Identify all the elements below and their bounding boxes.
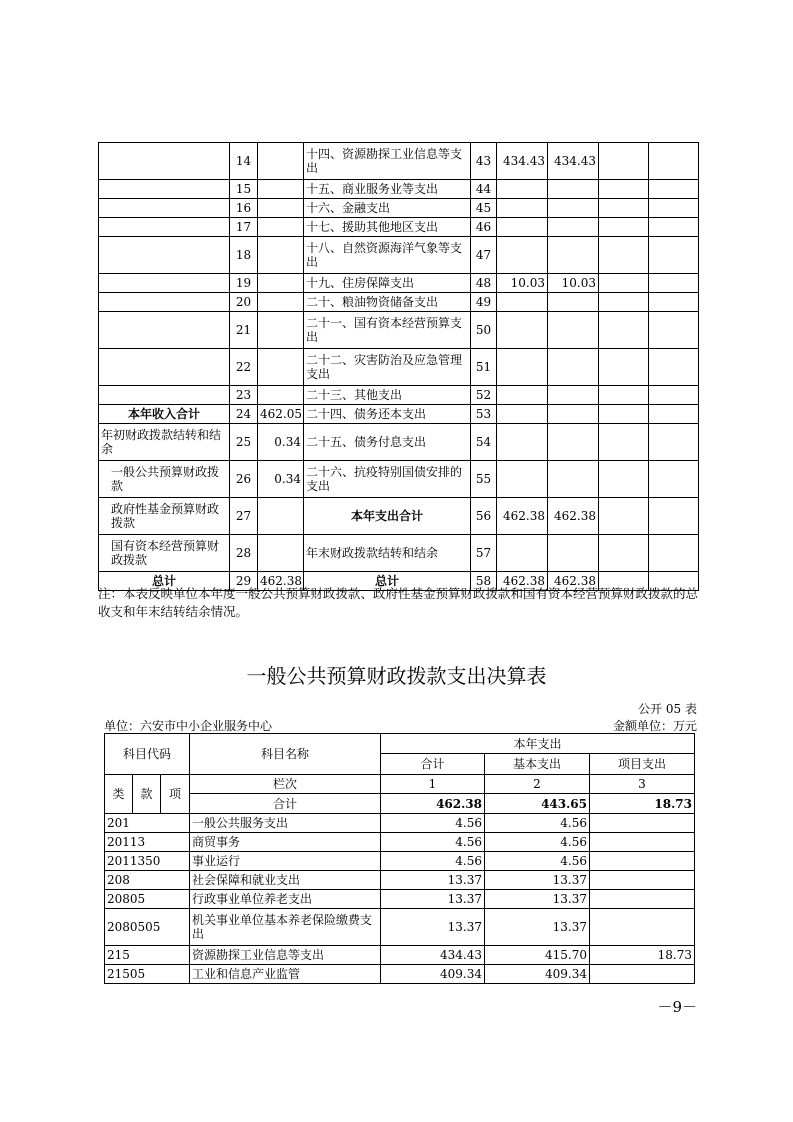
cell-c4: 十六、金融支出 — [304, 199, 471, 218]
cell-c6 — [497, 199, 548, 218]
cell-name: 商贸事务 — [190, 833, 381, 852]
cell-c8 — [599, 424, 649, 461]
cell-c5: 56 — [471, 498, 497, 535]
col-num-1: 1 — [381, 775, 485, 794]
cell-c6 — [497, 535, 548, 572]
cell-c8 — [599, 180, 649, 199]
cell-name: 资源勘探工业信息等支出 — [190, 946, 381, 965]
cell-c7 — [548, 312, 599, 349]
cell-c1 — [99, 218, 230, 237]
table-row — [99, 349, 699, 386]
cell-c8 — [599, 237, 649, 274]
table-row — [99, 199, 699, 218]
table-row — [105, 814, 695, 833]
table-row — [99, 293, 699, 312]
cell-basic: 13.37 — [485, 909, 590, 946]
cell-c9 — [649, 293, 699, 312]
cell-name: 社会保障和就业支出 — [190, 871, 381, 890]
cell-c5: 51 — [471, 349, 497, 386]
cell-c9 — [649, 498, 699, 535]
cell-total: 4.56 — [381, 833, 485, 852]
header-lanci: 栏次 — [190, 775, 381, 794]
cell-c5: 50 — [471, 312, 497, 349]
cell-c9 — [649, 386, 699, 405]
cell-c9 — [649, 218, 699, 237]
cell-code: 215 — [105, 946, 190, 965]
cell-c7 — [548, 535, 599, 572]
cell-c1 — [99, 274, 230, 293]
cell-total: 4.56 — [381, 852, 485, 871]
table-row — [99, 424, 699, 461]
cell-c7 — [548, 237, 599, 274]
page-number: －9－ — [657, 998, 697, 1016]
cell-name: 工业和信息产业监管 — [190, 965, 381, 984]
table-row — [105, 890, 695, 909]
table-row — [105, 833, 695, 852]
cell-c2: 19 — [230, 274, 258, 293]
expense-body — [105, 814, 695, 984]
cell-total: 13.37 — [381, 890, 485, 909]
table-row — [99, 405, 699, 424]
table-row — [99, 218, 699, 237]
sum-basic: 443.65 — [485, 794, 590, 814]
cell-total: 434.43 — [381, 946, 485, 965]
cell-c3 — [258, 293, 304, 312]
cell-project — [590, 890, 695, 909]
sum-label: 合计 — [190, 794, 381, 814]
cell-c7 — [548, 349, 599, 386]
cell-c5: 52 — [471, 386, 497, 405]
cell-c1 — [99, 386, 230, 405]
cell-c1 — [99, 293, 230, 312]
table-note: 注：本表反映单位本年度一般公共预算财政拨款、政府性基金预算财政拨款和国有资本经营预算财政拨款的总收支和年末结转结余情况。 — [98, 586, 699, 619]
cell-basic: 4.56 — [485, 833, 590, 852]
cell-c6 — [497, 293, 548, 312]
sum-project: 18.73 — [590, 794, 695, 814]
cell-c2: 14 — [230, 143, 258, 180]
cell-c5: 57 — [471, 535, 497, 572]
table-row — [99, 180, 699, 199]
cell-c8 — [599, 498, 649, 535]
header-year-expense: 本年支出 — [381, 734, 695, 754]
header-project: 项目支出 — [590, 754, 695, 775]
table-row — [99, 274, 699, 293]
cell-c6 — [497, 405, 548, 424]
cell-c2: 21 — [230, 312, 258, 349]
cell-c8 — [599, 199, 649, 218]
cell-c6 — [497, 386, 548, 405]
header-xiang: 项 — [161, 775, 190, 814]
cell-c4: 总计 — [304, 572, 471, 591]
cell-c5: 53 — [471, 405, 497, 424]
cell-project — [590, 909, 695, 946]
table-row — [99, 535, 699, 572]
cell-c9 — [649, 424, 699, 461]
cell-c1: 总计 — [99, 572, 230, 591]
cell-c2: 18 — [230, 237, 258, 274]
cell-project — [590, 965, 695, 984]
table-row — [99, 386, 699, 405]
cell-c3 — [258, 349, 304, 386]
cell-c2: 27 — [230, 498, 258, 535]
cell-c4: 本年支出合计 — [304, 498, 471, 535]
cell-c1 — [99, 237, 230, 274]
cell-total: 4.56 — [381, 814, 485, 833]
table-row — [105, 909, 695, 946]
cell-total: 13.37 — [381, 871, 485, 890]
cell-c7 — [548, 461, 599, 498]
cell-c8 — [599, 274, 649, 293]
cell-c4: 年末财政拨款结转和结余 — [304, 535, 471, 572]
cell-c4: 十八、自然资源海洋气象等支出 — [304, 237, 471, 274]
cell-basic: 409.34 — [485, 965, 590, 984]
cell-c4: 十七、援助其他地区支出 — [304, 218, 471, 237]
col-num-2: 2 — [485, 775, 590, 794]
cell-c8 — [599, 143, 649, 180]
cell-c7 — [548, 405, 599, 424]
cell-c8 — [599, 386, 649, 405]
cell-c8 — [599, 405, 649, 424]
cell-c6 — [497, 218, 548, 237]
cell-total: 13.37 — [381, 909, 485, 946]
cell-c1: 政府性基金预算财政拨款 — [99, 498, 230, 535]
cell-total: 409.34 — [381, 965, 485, 984]
cell-c4: 二十一、国有资本经营预算支出 — [304, 312, 471, 349]
cell-c3 — [258, 498, 304, 535]
cell-c1 — [99, 199, 230, 218]
cell-c5: 47 — [471, 237, 497, 274]
header-lei: 类 — [105, 775, 133, 814]
cell-c6: 462.38 — [497, 498, 548, 535]
cell-c6 — [497, 237, 548, 274]
cell-c3: 462.38 — [258, 572, 304, 591]
cell-c2: 22 — [230, 349, 258, 386]
table-row — [105, 946, 695, 965]
cell-c8 — [599, 461, 649, 498]
cell-c2: 26 — [230, 461, 258, 498]
cell-c1 — [99, 312, 230, 349]
expense-table — [104, 733, 695, 984]
table-row — [105, 965, 695, 984]
cell-c3: 0.34 — [258, 461, 304, 498]
cell-c6: 462.38 — [497, 572, 548, 591]
header-code: 科目代码 — [105, 734, 190, 775]
cell-c2: 29 — [230, 572, 258, 591]
cell-code: 20805 — [105, 890, 190, 909]
cell-c4: 二十三、其他支出 — [304, 386, 471, 405]
cell-c8 — [599, 349, 649, 386]
cell-code: 2011350 — [105, 852, 190, 871]
cell-c4: 十五、商业服务业等支出 — [304, 180, 471, 199]
cell-name: 事业运行 — [190, 852, 381, 871]
cell-c4: 二十五、债务付息支出 — [304, 424, 471, 461]
cell-c5: 48 — [471, 274, 497, 293]
cell-code: 201 — [105, 814, 190, 833]
cell-c6 — [497, 424, 548, 461]
cell-c9 — [649, 349, 699, 386]
cell-c1 — [99, 180, 230, 199]
cell-c4: 十四、资源勘探工业信息等支出 — [304, 143, 471, 180]
cell-c9 — [649, 461, 699, 498]
cell-c9 — [649, 312, 699, 349]
table-row — [105, 871, 695, 890]
cell-c7: 462.38 — [548, 572, 599, 591]
cell-c3 — [258, 535, 304, 572]
cell-c4: 二十六、抗疫特别国债安排的支出 — [304, 461, 471, 498]
cell-c3 — [258, 199, 304, 218]
header-kuan: 款 — [133, 775, 161, 814]
cell-c7 — [548, 386, 599, 405]
cell-c7 — [548, 218, 599, 237]
cell-c6 — [497, 461, 548, 498]
cell-code: 21505 — [105, 965, 190, 984]
cell-code: 20113 — [105, 833, 190, 852]
table-row — [99, 312, 699, 349]
cell-c2: 20 — [230, 293, 258, 312]
table-code: 公开 05 表 — [638, 702, 697, 716]
cell-c3 — [258, 386, 304, 405]
cell-c9 — [649, 535, 699, 572]
cell-c4: 二十、粮油物资储备支出 — [304, 293, 471, 312]
cell-c9 — [649, 143, 699, 180]
cell-c6 — [497, 349, 548, 386]
cell-code: 2080505 — [105, 909, 190, 946]
cell-c8 — [599, 535, 649, 572]
cell-basic: 4.56 — [485, 814, 590, 833]
cell-c1: 年初财政拨款结转和结余 — [99, 424, 230, 461]
cell-c7 — [548, 199, 599, 218]
cell-c3 — [258, 180, 304, 199]
cell-basic: 4.56 — [485, 852, 590, 871]
table-row — [105, 852, 695, 871]
cell-c3 — [258, 218, 304, 237]
cell-code: 208 — [105, 871, 190, 890]
header-name: 科目名称 — [190, 734, 381, 775]
cell-c6 — [497, 312, 548, 349]
cell-c5: 44 — [471, 180, 497, 199]
cell-c6: 10.03 — [497, 274, 548, 293]
cell-name: 一般公共服务支出 — [190, 814, 381, 833]
cell-c8 — [599, 312, 649, 349]
cell-c9 — [649, 199, 699, 218]
cell-c3: 462.05 — [258, 405, 304, 424]
table-row — [99, 237, 699, 274]
col-num-3: 3 — [590, 775, 695, 794]
income-expense-table — [98, 142, 699, 591]
cell-c3 — [258, 274, 304, 293]
cell-c9 — [649, 237, 699, 274]
header-total: 合计 — [381, 754, 485, 775]
cell-c2: 28 — [230, 535, 258, 572]
cell-c1: 本年收入合计 — [99, 405, 230, 424]
income-expense-body — [99, 143, 699, 591]
amount-unit: 金额单位：万元 — [612, 719, 697, 733]
cell-name: 行政事业单位养老支出 — [190, 890, 381, 909]
cell-c2: 24 — [230, 405, 258, 424]
cell-project — [590, 871, 695, 890]
cell-c9 — [649, 180, 699, 199]
cell-c3 — [258, 312, 304, 349]
cell-c1 — [99, 143, 230, 180]
cell-c9 — [649, 274, 699, 293]
cell-c6: 434.43 — [497, 143, 548, 180]
cell-c7: 434.43 — [548, 143, 599, 180]
cell-c5: 58 — [471, 572, 497, 591]
cell-c5: 49 — [471, 293, 497, 312]
table-row — [99, 143, 699, 180]
cell-c3 — [258, 143, 304, 180]
cell-c5: 54 — [471, 424, 497, 461]
cell-c5: 46 — [471, 218, 497, 237]
cell-c8 — [599, 218, 649, 237]
cell-name: 机关事业单位基本养老保险缴费支出 — [190, 909, 381, 946]
header-basic: 基本支出 — [485, 754, 590, 775]
cell-c7: 462.38 — [548, 498, 599, 535]
cell-c3 — [258, 237, 304, 274]
cell-c4: 二十四、债务还本支出 — [304, 405, 471, 424]
cell-c7 — [548, 293, 599, 312]
cell-c2: 15 — [230, 180, 258, 199]
unit-label: 单位：六安市中小企业服务中心 — [104, 719, 273, 733]
cell-c2: 23 — [230, 386, 258, 405]
cell-project — [590, 852, 695, 871]
cell-c9 — [649, 405, 699, 424]
cell-c1 — [99, 349, 230, 386]
cell-basic: 13.37 — [485, 871, 590, 890]
table-row — [99, 498, 699, 535]
cell-c2: 25 — [230, 424, 258, 461]
cell-project — [590, 833, 695, 852]
cell-c4: 十九、住房保障支出 — [304, 274, 471, 293]
sum-total: 462.38 — [381, 794, 485, 814]
cell-c6 — [497, 180, 548, 199]
table-row — [99, 461, 699, 498]
cell-basic: 13.37 — [485, 890, 590, 909]
cell-c2: 16 — [230, 199, 258, 218]
cell-c7 — [548, 424, 599, 461]
cell-c7: 10.03 — [548, 274, 599, 293]
cell-c5: 55 — [471, 461, 497, 498]
cell-project: 18.73 — [590, 946, 695, 965]
cell-c7 — [548, 180, 599, 199]
cell-c5: 45 — [471, 199, 497, 218]
cell-c8 — [599, 293, 649, 312]
cell-c4: 二十二、灾害防治及应急管理支出 — [304, 349, 471, 386]
cell-c2: 17 — [230, 218, 258, 237]
page-title: 一般公共预算财政拨款支出决算表 — [246, 664, 547, 688]
cell-basic: 415.70 — [485, 946, 590, 965]
cell-c1: 国有资本经营预算财政拨款 — [99, 535, 230, 572]
cell-project — [590, 814, 695, 833]
cell-c5: 43 — [471, 143, 497, 180]
cell-c1: 一般公共预算财政拨款 — [99, 461, 230, 498]
cell-c3: 0.34 — [258, 424, 304, 461]
